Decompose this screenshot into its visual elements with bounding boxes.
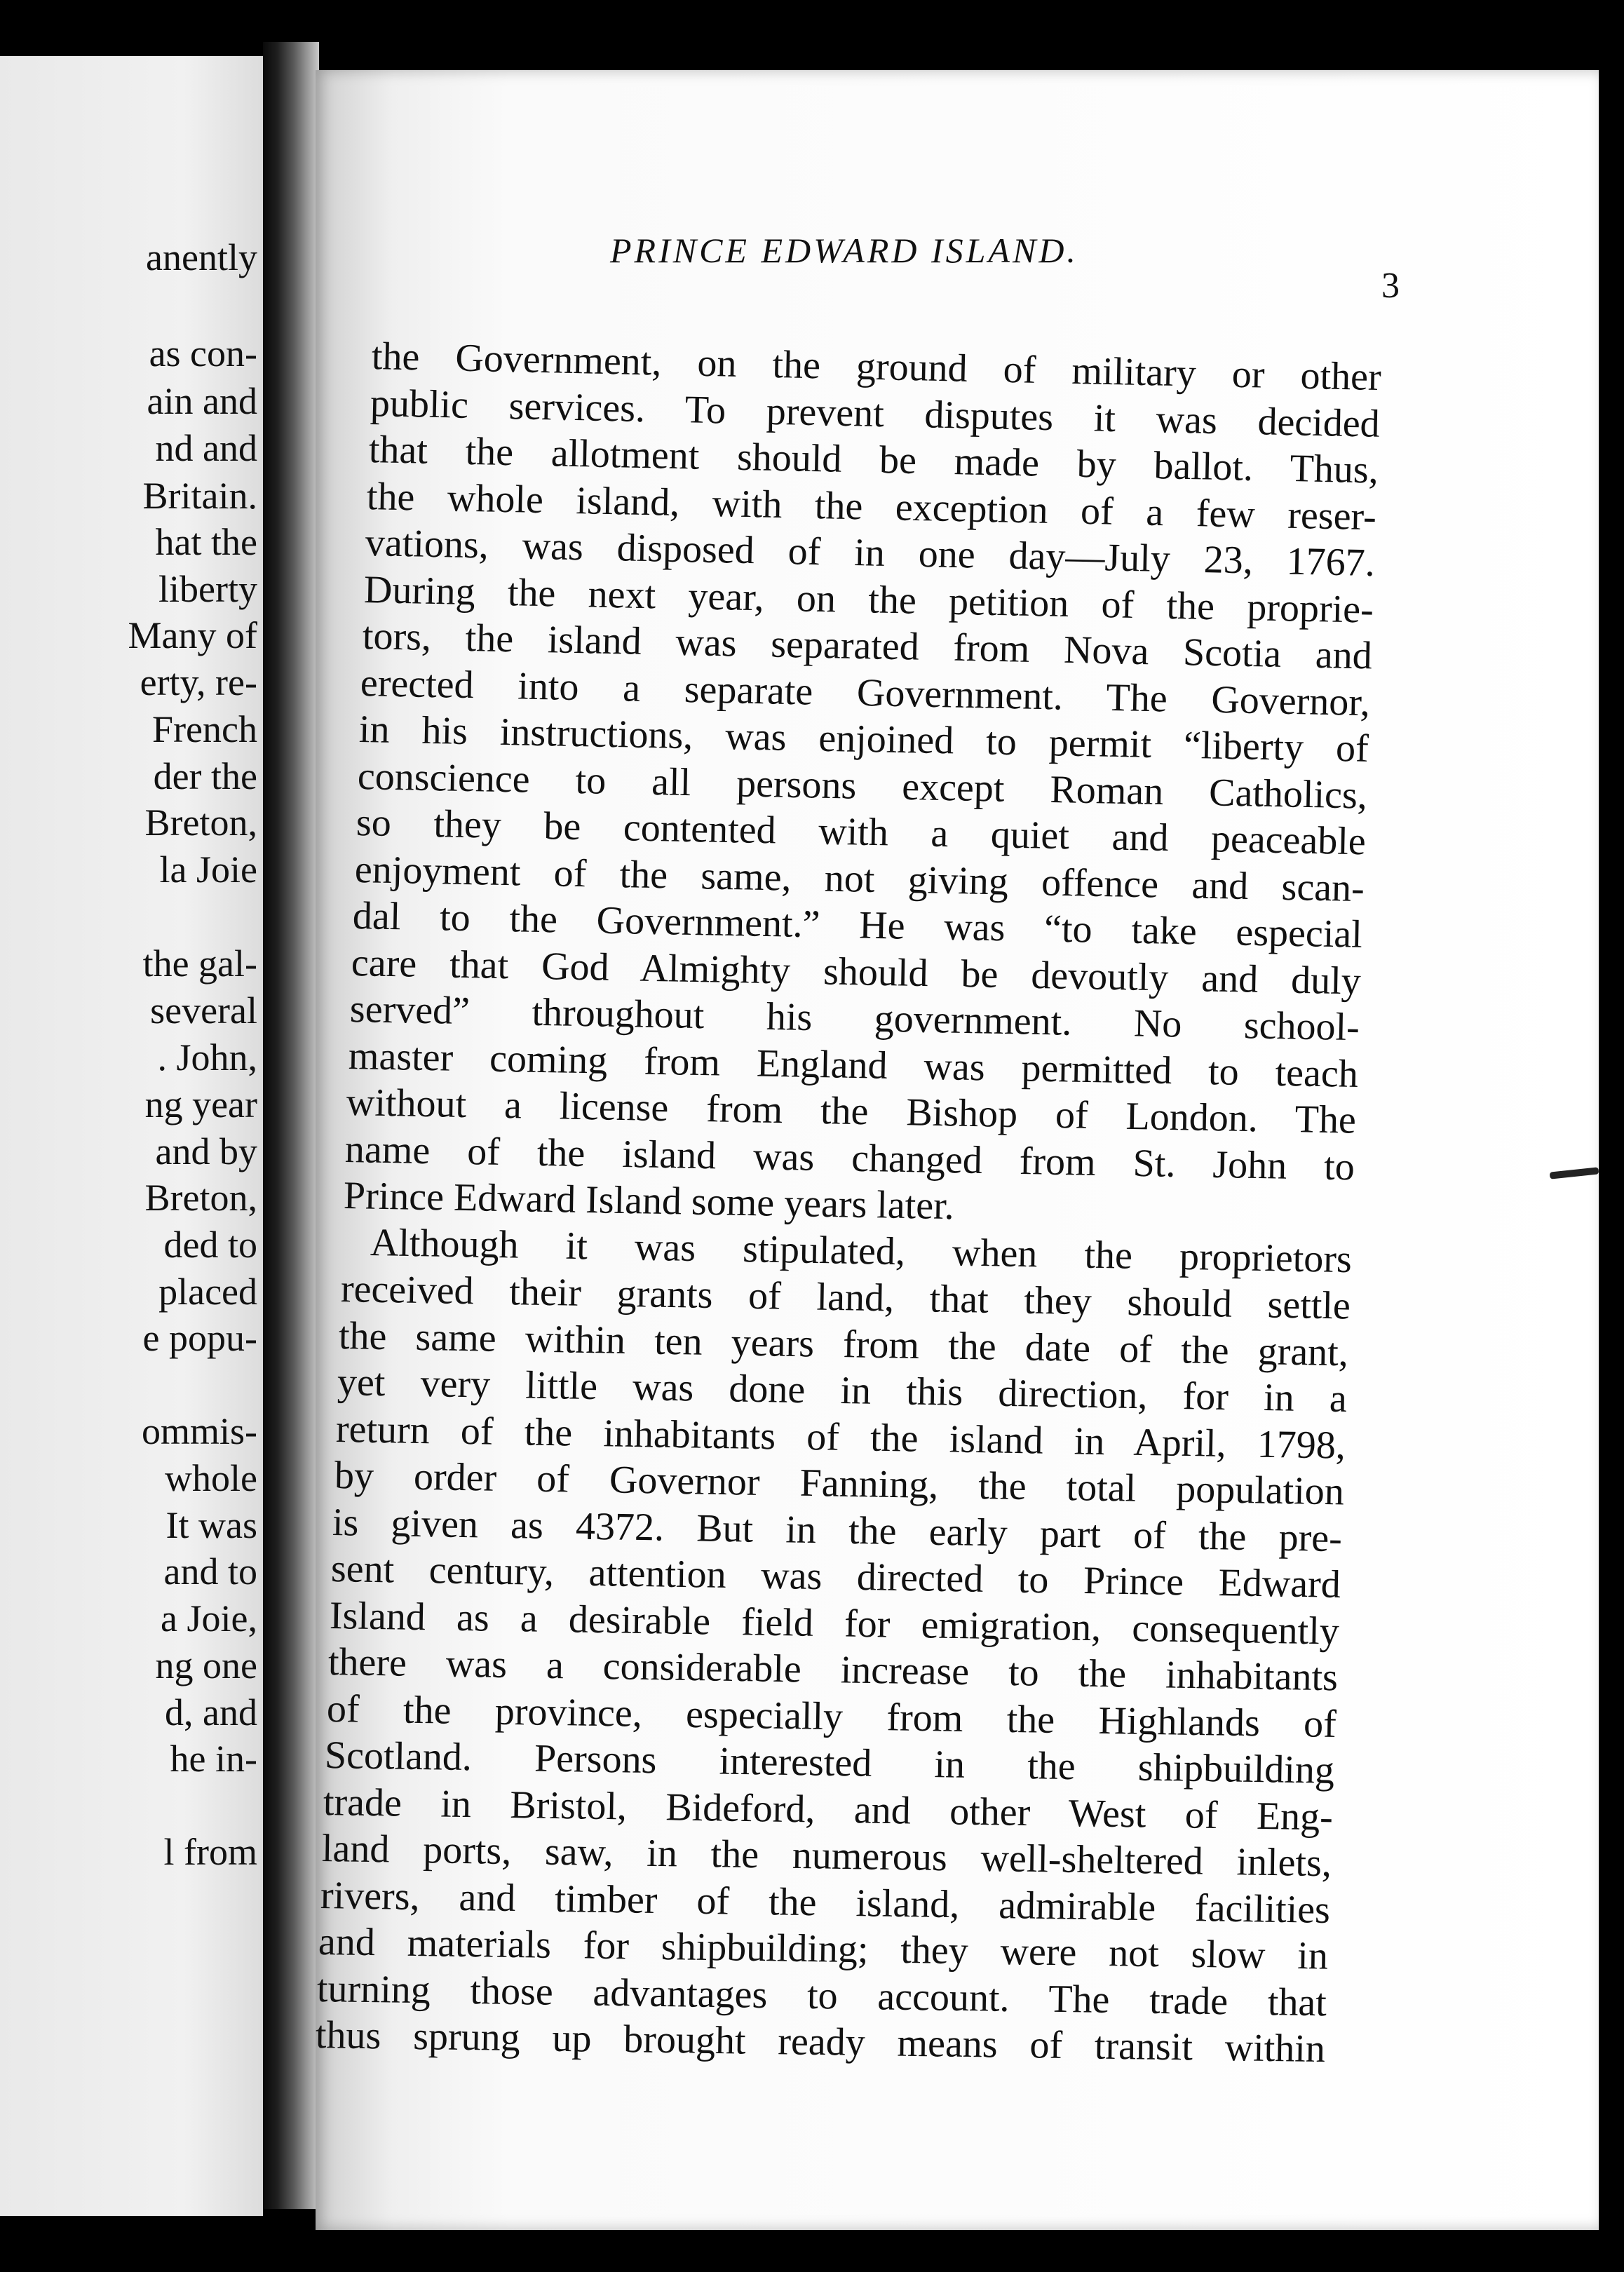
left-page-line: . John, [157, 1036, 257, 1078]
left-page-line: der the [153, 755, 257, 797]
left-page-line: nd and [155, 427, 257, 469]
body-line: erected into a separate Government. The Governor, [360, 661, 1371, 724]
left-page-line: hat the [155, 521, 257, 563]
body-line: vations, was disposed of in one day—July 23, 1767. [365, 521, 1376, 586]
body-line: name of the island was changed from St. John to [344, 1127, 1355, 1189]
body-line: trade in Bristol, Bideford, and other West of Eng- [323, 1780, 1334, 1839]
body-line: Although it was stipulated, when the proprietors [370, 1220, 1353, 1281]
body-line: there was a considerable increase to the inhabitants [327, 1640, 1339, 1700]
left-page-line: l from [163, 1831, 257, 1873]
left-page-line: It was [165, 1504, 257, 1546]
body-line: turning those advantages to account. The trade that [316, 1966, 1327, 2024]
body-line: enjoyment of the same, not giving offence and scan- [353, 847, 1365, 910]
left-page-line: Britain. [142, 475, 257, 517]
left-page-line: placed [158, 1271, 257, 1313]
left-page-line: French [152, 708, 257, 750]
right-page [316, 70, 1599, 2230]
left-page-line: he in- [170, 1738, 257, 1780]
body-line: public services. To prevent disputes it was decided [370, 381, 1381, 446]
left-page-line: la Joie [159, 848, 257, 891]
body-line: conscience to all persons except Roman Catholics, [357, 754, 1368, 818]
left-page-line: ain and [147, 380, 257, 422]
book-gutter [263, 42, 319, 2209]
body-line: in his instructions, was enjoined to permit “liberty of [358, 708, 1369, 771]
body-line: the Government, on the ground of military or other [371, 334, 1382, 400]
body-line: is given as 4372. But in the early part of the pre- [332, 1500, 1343, 1560]
left-page-line: e popu- [142, 1317, 257, 1359]
left-page-line: the gal- [142, 942, 257, 985]
left-page-line: anently [146, 236, 257, 278]
page-number: 3 [1381, 266, 1400, 306]
left-page-line: ded to [163, 1224, 257, 1266]
left-page-line: several [150, 989, 257, 1032]
body-line: dal to the Government.” He was “to take especial [352, 894, 1363, 956]
body-line: so they be contented with a quiet and peaceable [356, 801, 1367, 864]
body-line: without a license from the Bishop of London. The [346, 1081, 1357, 1142]
body-line: care that God Almighty should be devoutly and duly [351, 940, 1362, 1003]
left-page-line: as con- [149, 332, 257, 374]
body-line: by order of Governor Fanning, the total population [334, 1454, 1344, 1514]
left-page-fragment [0, 56, 263, 2216]
body-text [316, 70, 1599, 2230]
body-line: the whole island, with the exception of a few reser- [366, 474, 1377, 539]
running-head: PRINCE EDWARD ISLAND. [610, 231, 1078, 270]
body-line: Island as a desirable field for emigration, consequently [329, 1593, 1340, 1654]
body-line: master coming from England was permitted to teach [348, 1034, 1358, 1096]
body-line: During the next year, on the petition of the proprie- [363, 567, 1374, 632]
left-page-line: whole [165, 1457, 257, 1499]
body-line: thus sprung up brought ready means of transit within [315, 2013, 1326, 2071]
left-page-line: ng one [155, 1644, 257, 1686]
body-line: received their grants of land, that they should settle [340, 1267, 1351, 1328]
left-page-line: liberty [158, 568, 257, 610]
body-line: yet very little was done in this direction, for in a [337, 1360, 1348, 1421]
body-line: served” throughout his government. No school- [349, 987, 1360, 1050]
left-page-line: a Joie, [161, 1597, 257, 1639]
left-page-line: ommis- [141, 1410, 257, 1452]
body-line: rivers, and timber of the island, admirable facilities [320, 1873, 1330, 1932]
left-page-line: and to [163, 1550, 257, 1593]
left-page-line: Breton, [144, 1177, 257, 1219]
body-line: of the province, especially from the Highlands of [326, 1686, 1337, 1746]
left-page-line: Breton, [144, 802, 257, 844]
body-line: and materials for shipbuilding; they were not slow in [318, 1920, 1329, 1978]
left-page-line: and by [155, 1130, 257, 1172]
body-line: return of the inhabitants of the island in April, 1798, [335, 1407, 1346, 1468]
left-page-line: Many of [128, 614, 257, 656]
body-line: sent century, attention was directed to Prince Edward [330, 1547, 1341, 1607]
body-line: Scotland. Persons interested in the shipbuilding [324, 1733, 1335, 1792]
body-line: that the allotment should be made by ballot. Thus, [367, 428, 1379, 492]
left-page-line: ng year [144, 1083, 257, 1125]
body-line: the same within ten years from the date of the grant, [338, 1313, 1349, 1374]
left-page-line: d, and [165, 1691, 257, 1733]
left-page-line: erty, re- [140, 661, 257, 703]
body-line: tors, the island was separated from Nova Scotia and [362, 614, 1372, 678]
body-line: Prince Edward Island some years later. [343, 1174, 955, 1229]
body-line: land ports, saw, in the numerous well-sheltered inlets, [321, 1827, 1332, 1886]
